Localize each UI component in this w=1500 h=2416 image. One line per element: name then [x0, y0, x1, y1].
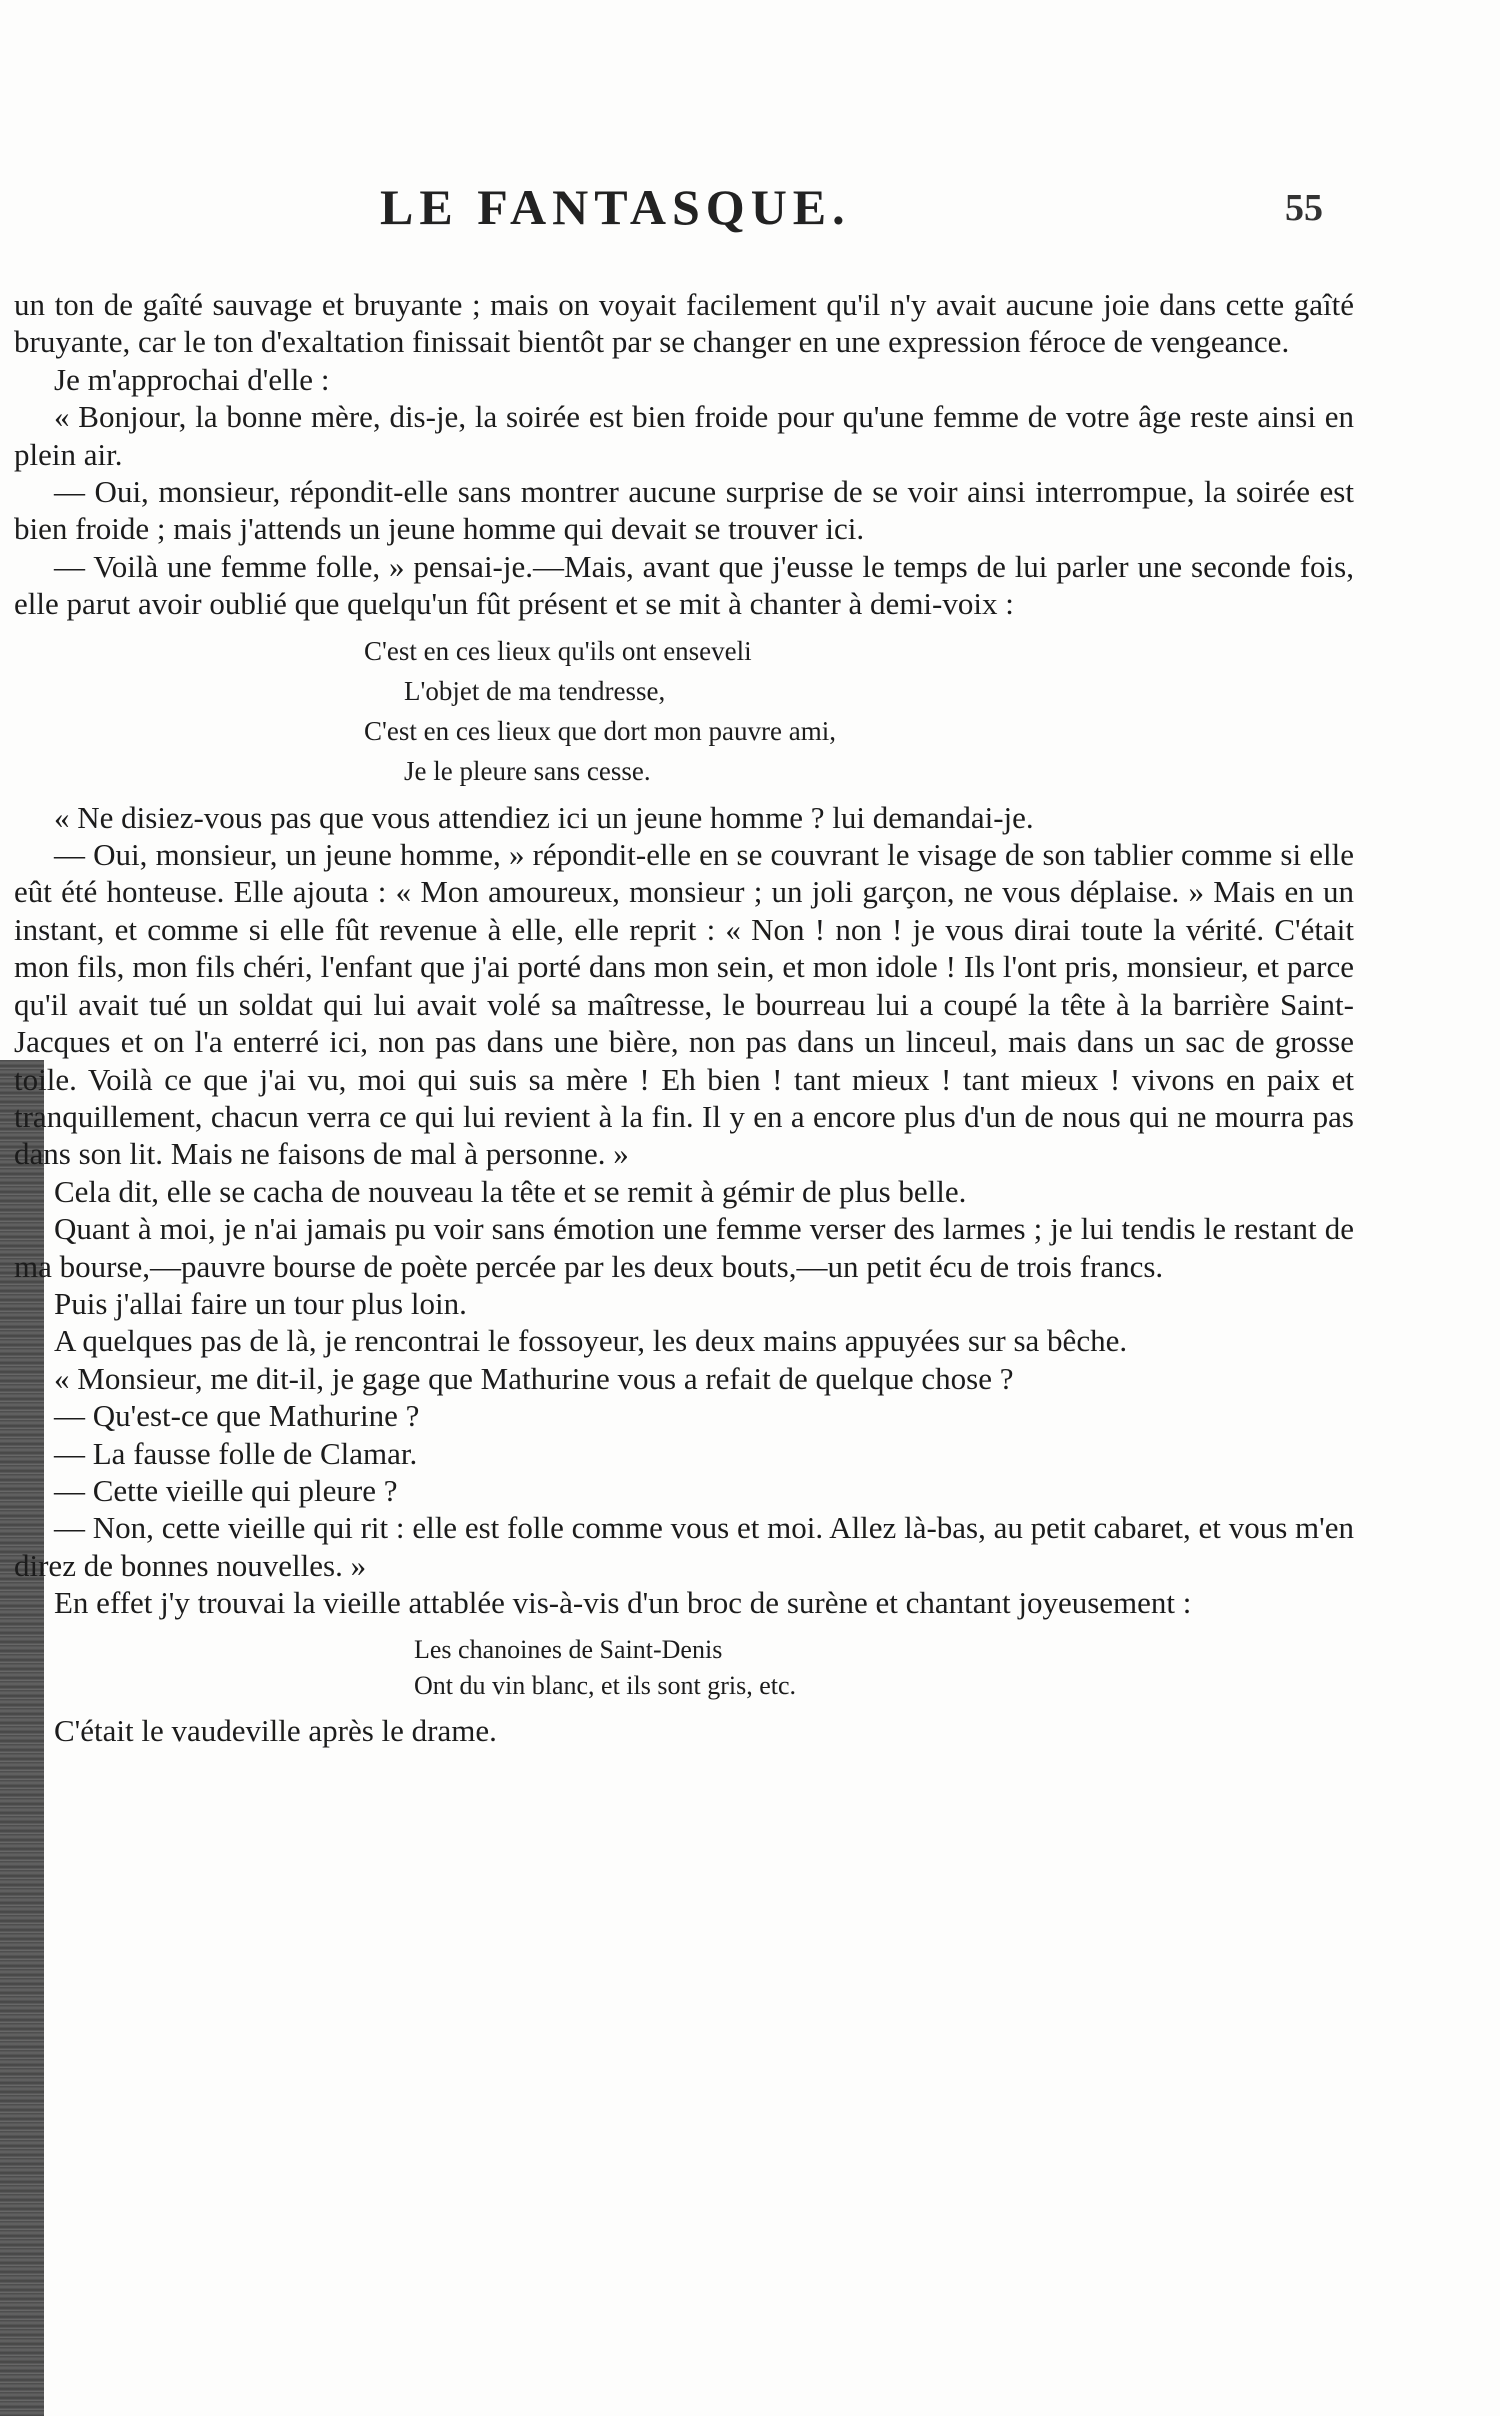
- page-header: [0, 178, 1500, 238]
- paragraph: Je m'approchai d'elle :: [54, 361, 330, 397]
- song-verse: [14, 631, 1354, 791]
- body-text: [14, 286, 1354, 1749]
- page-number: 55: [1285, 187, 1323, 229]
- verse-line: Je le pleure sans cesse.: [404, 755, 651, 786]
- paragraph: En effet j'y trouvai la vieille attablée vis-à-vis d'un broc de surène et chantant joyeusement :: [54, 1585, 1192, 1621]
- paragraph: — Qu'est-ce que Mathurine ?: [54, 1398, 420, 1434]
- verse-line: L'objet de ma tendresse,: [404, 675, 666, 706]
- paragraph: Quant à moi, je n'ai jamais pu voir sans émotion une femme verser des larmes ; je lui tendis le restant de ma bourse,—pauvre bourse de poète percée par les deux bouts,—un petit écu de trois francs.: [14, 1211, 1354, 1284]
- running-title: LE FANTASQUE.: [380, 179, 851, 235]
- paragraph: — Non, cette vieille qui rit : elle est folle comme vous et moi. Allez là-bas, au petit cabaret, et vous m'en direz de bonnes nouvelles. »: [14, 1510, 1354, 1583]
- paragraph: « Ne disiez-vous pas que vous attendiez ici un jeune homme ? lui demandai-je.: [54, 799, 1034, 835]
- verse-line: C'est en ces lieux que dort mon pauvre ami,: [364, 715, 836, 746]
- paragraph: Cela dit, elle se cacha de nouveau la tête et se remit à gémir de plus belle.: [54, 1173, 967, 1209]
- paragraph: A quelques pas de là, je rencontrai le fossoyeur, les deux mains appuyées sur sa bêche.: [54, 1323, 1128, 1359]
- paragraph: — La fausse folle de Clamar.: [54, 1435, 418, 1471]
- paragraph: Puis j'allai faire un tour plus loin.: [54, 1285, 467, 1321]
- paragraph: — Oui, monsieur, un jeune homme, » répondit-elle en se couvrant le visage de son tablier comme si elle eût été honteuse. Elle ajouta : « Mon amoureux, monsieur ; un joli garçon, ne vous déplaise. » Mais en un instant, et comme si elle fût revenue à elle, elle reprit : « Non ! non ! je vous dirai toute la vérité. C'était mon fils, mon fils chéri, l'enfant que j'ai porté dans mon sein, et mon idole ! Ils l'ont pris, monsieur, et parce qu'il avait tué un soldat qui lui avait volé sa maîtresse, le bourreau lui a coupé la tête à la barrière Saint-Jacques et on l'a enterré ici, non pas dans une bière, non pas dans un linceul, mais dans un sac de grosse toile. Voilà ce que j'ai vu, moi qui suis sa mère ! Eh bien ! tant mieux ! tant mieux ! vivons en paix et tranquillement, chacun verra ce qui lui revient à la fin. Il y en a encore plus d'un de nous qui ne mourra pas dans son lit. Mais ne faisons de mal à personne. »: [14, 837, 1354, 1172]
- verse-line: C'est en ces lieux qu'ils ont enseveli: [364, 635, 752, 666]
- paragraph: C'était le vaudeville après le drame.: [54, 1712, 497, 1748]
- paragraph: — Oui, monsieur, répondit-elle sans montrer aucune surprise de se voir ainsi interrompue, la soirée est bien froide ; mais j'attends un jeune homme qui devait se trouver ici.: [14, 474, 1354, 547]
- paragraph: — Cette vieille qui pleure ?: [54, 1472, 398, 1508]
- song-verse: [14, 1632, 1354, 1704]
- paragraph: un ton de gaîté sauvage et bruyante ; mais on voyait facilement qu'il n'y avait aucune joie dans cette gaîté bruyante, car le ton d'exaltation finissait bientôt par se changer en une expression féroce de vengeance.: [14, 287, 1354, 360]
- verse-line: Ont du vin blanc, et ils sont gris, etc.: [414, 1670, 797, 1700]
- verse-line: Les chanoines de Saint-Denis: [414, 1634, 723, 1664]
- paragraph: « Monsieur, me dit-il, je gage que Mathurine vous a refait de quelque chose ?: [54, 1360, 1014, 1396]
- paragraph: « Bonjour, la bonne mère, dis-je, la soirée est bien froide pour qu'une femme de votre âge reste ainsi en plein air.: [14, 399, 1354, 472]
- paragraph: — Voilà une femme folle, » pensai-je.—Mais, avant que j'eusse le temps de lui parler une seconde fois, elle parut avoir oublié que quelqu'un fût présent et se mit à chanter à demi-voix :: [14, 548, 1354, 622]
